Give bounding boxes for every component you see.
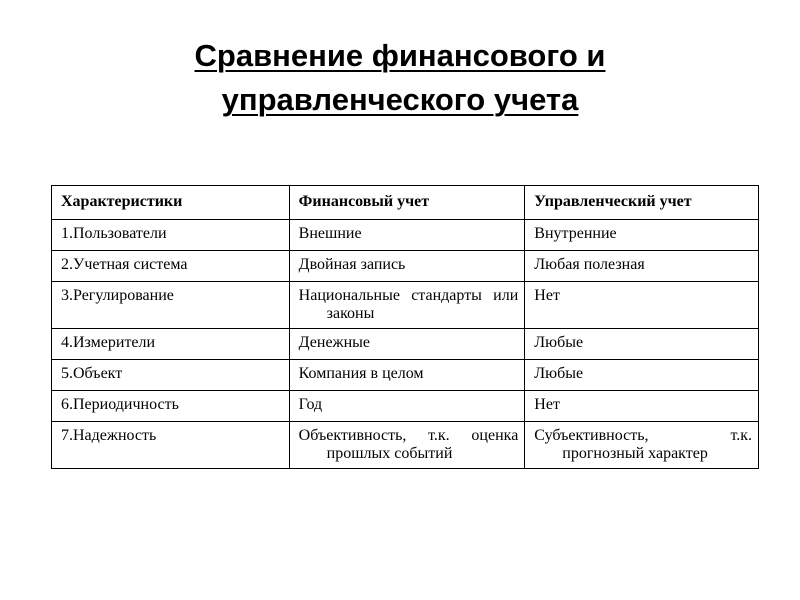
financial-cell [289,282,525,329]
header-characteristics: Характеристики [52,186,290,220]
financial-cell [289,422,525,469]
row-label: 3.Регулирование [52,282,290,329]
table-row [52,422,759,469]
managerial-cell-text: Субъективность, т.к. прогнозный характер [534,427,752,462]
financial-cell: Год [289,391,525,422]
managerial-cell: Внутренние [525,220,759,251]
table-row [52,360,759,391]
managerial-cell: Нет [525,391,759,422]
table-row [52,282,759,329]
financial-cell: Денежные [289,329,525,360]
row-label: 2.Учетная система [52,251,290,282]
managerial-cell: Любые [525,360,759,391]
title-line-1: Сравнение финансового и [194,38,606,73]
financial-cell: Компания в целом [289,360,525,391]
financial-cell-text: Национальные стандарты или законы [298,287,519,322]
managerial-cell [525,422,759,469]
table-row [52,251,759,282]
row-label: 1.Пользователи [52,220,290,251]
managerial-cell: Нет [525,282,759,329]
financial-cell-text: Объективность, т.к. оценка прошлых событий [298,427,519,462]
row-label: 7.Надежность [52,422,290,469]
managerial-cell: Любые [525,329,759,360]
header-financial: Финансовый учет [289,186,525,220]
row-label: 6.Периодичность [52,391,290,422]
table-row [52,391,759,422]
financial-cell: Внешние [289,220,525,251]
header-managerial: Управленческий учет [525,186,759,220]
row-label: 4.Измерители [52,329,290,360]
financial-cell: Двойная запись [289,251,525,282]
table-row [52,329,759,360]
row-label: 5.Объект [52,360,290,391]
slide-title [100,34,700,122]
comparison-table [51,185,759,469]
managerial-cell: Любая полезная [525,251,759,282]
title-line-2: управленческого учета [221,82,579,117]
table-row [52,220,759,251]
table-header-row [52,186,759,220]
